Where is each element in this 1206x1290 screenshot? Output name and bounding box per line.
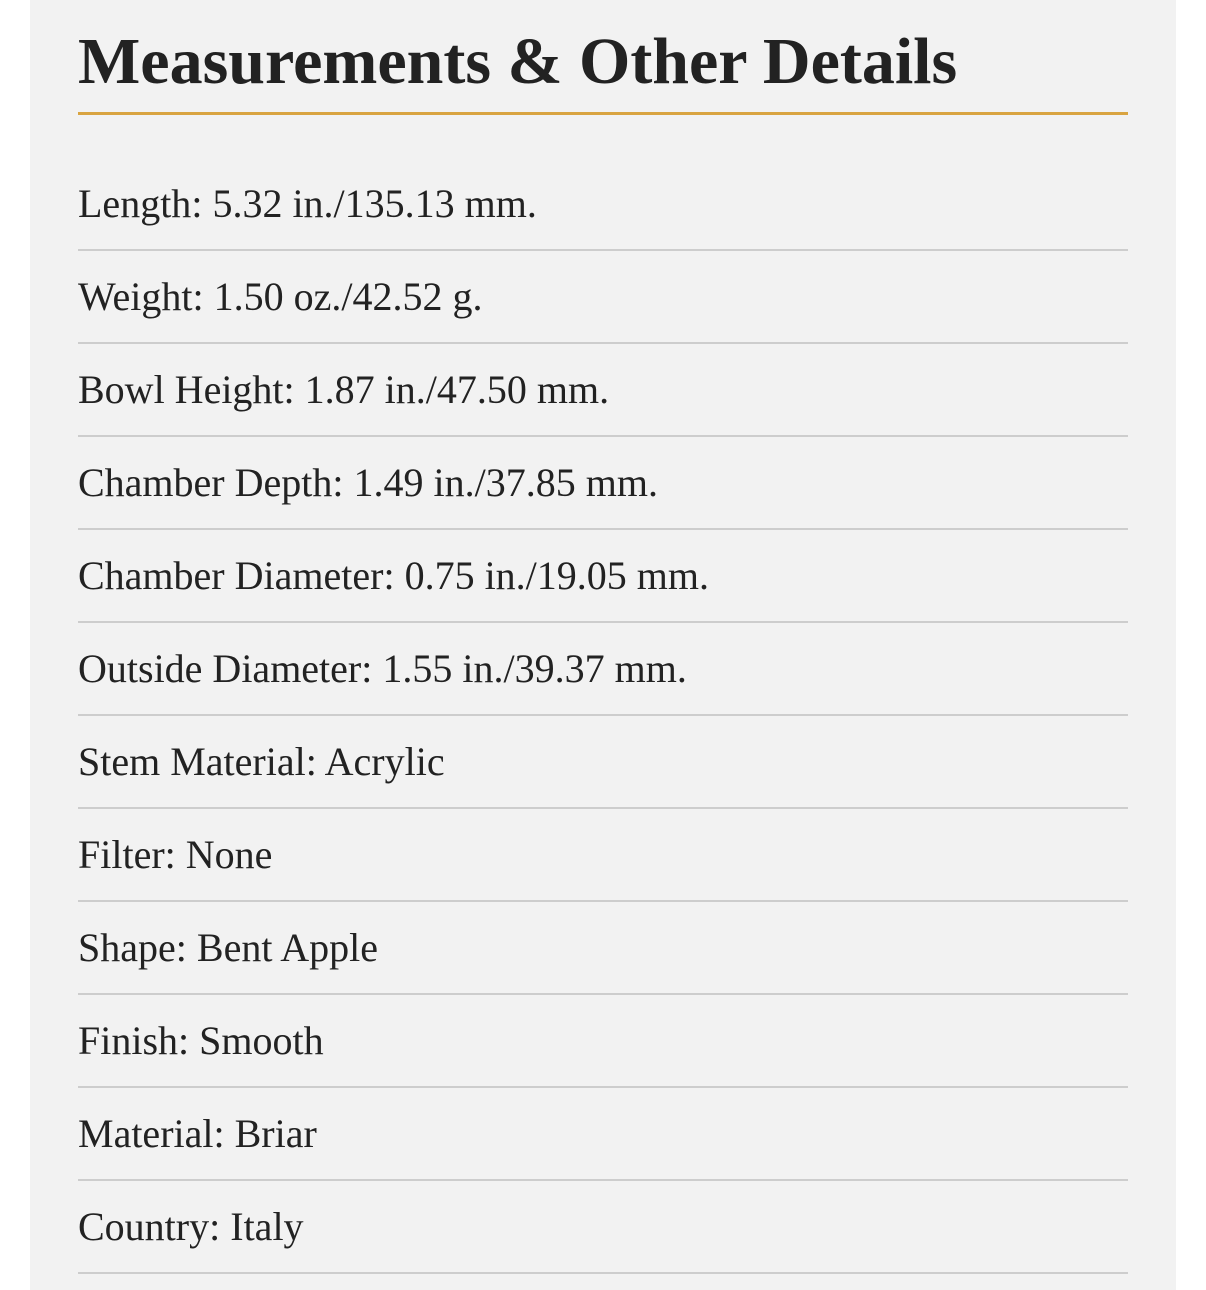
detail-value: 1.49 in./37.85 mm. xyxy=(353,460,658,505)
detail-label: Stem Material xyxy=(78,739,306,784)
detail-value: 5.32 in./135.13 mm. xyxy=(212,181,537,226)
section-title: Measurements & Other Details xyxy=(78,25,958,98)
detail-row-chamber-depth: Chamber Depth: 1.49 in./37.85 mm. xyxy=(78,437,1128,530)
detail-label: Shape xyxy=(78,925,176,970)
detail-label: Filter xyxy=(78,832,165,877)
detail-value: Italy xyxy=(230,1204,304,1249)
detail-label: Outside Diameter xyxy=(78,646,362,691)
detail-row-bowl-height: Bowl Height: 1.87 in./47.50 mm. xyxy=(78,344,1128,437)
detail-label: Chamber Diameter xyxy=(78,553,384,598)
detail-row-finish: Finish: Smooth xyxy=(78,995,1128,1088)
detail-value: 1.50 oz./42.52 g. xyxy=(213,274,483,319)
detail-row-stem-material: Stem Material: Acrylic xyxy=(78,716,1128,809)
detail-label: Weight xyxy=(78,274,193,319)
detail-value: 0.75 in./19.05 mm. xyxy=(404,553,710,598)
detail-row-shape: Shape: Bent Apple xyxy=(78,902,1128,995)
detail-label: Finish xyxy=(78,1018,179,1063)
detail-row-country: Country: Italy xyxy=(78,1181,1128,1274)
detail-label: Material xyxy=(78,1111,214,1156)
detail-value: Acrylic xyxy=(324,739,445,784)
detail-value: Smooth xyxy=(199,1018,324,1063)
detail-value: Briar xyxy=(234,1111,317,1156)
detail-label: Chamber Depth xyxy=(78,460,333,505)
detail-row-filter: Filter: None xyxy=(78,809,1128,902)
detail-value: 1.55 in./39.37 mm. xyxy=(382,646,687,691)
detail-value: Bent Apple xyxy=(196,925,378,970)
detail-label: Length xyxy=(78,181,192,226)
detail-value: 1.87 in./47.50 mm. xyxy=(304,367,610,412)
title-underline xyxy=(78,112,1128,115)
detail-label: Bowl Height xyxy=(78,367,284,412)
detail-value: None xyxy=(185,832,273,877)
detail-label: Country xyxy=(78,1204,210,1249)
detail-row-outside-diameter: Outside Diameter: 1.55 in./39.37 mm. xyxy=(78,623,1128,716)
detail-row-chamber-diameter: Chamber Diameter: 0.75 in./19.05 mm. xyxy=(78,530,1128,623)
detail-row-material: Material: Briar xyxy=(78,1088,1128,1181)
details-panel xyxy=(30,0,1176,1290)
detail-row-length: Length: 5.32 in./135.13 mm. xyxy=(78,158,1128,251)
details-list xyxy=(78,158,1128,1274)
detail-row-weight: Weight: 1.50 oz./42.52 g. xyxy=(78,251,1128,344)
